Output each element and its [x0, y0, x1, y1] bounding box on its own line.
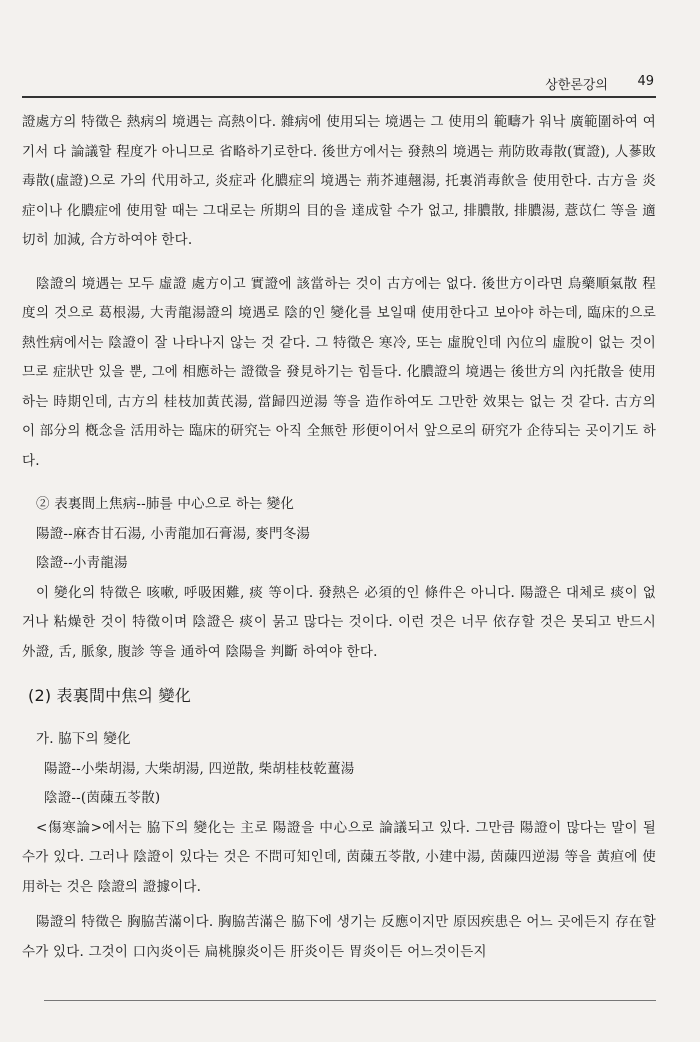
subsection-heading-lung: ② 表裏間上焦病--肺를 中心으로 하는 變化: [36, 496, 295, 512]
page-header: [22, 66, 656, 98]
paragraph-yang-features: 陽證의 特徵은 胸脇苦滿이다. 胸脇苦滿은 脇下에 생기는 反應이지만 原因疾患은 어느 곳에든지 存在할 수가 있다. 그것이 口內炎이든 扁桃腺炎이든 肝炎이든 胃炎이든 어느것이든지: [22, 914, 656, 960]
yin-formula-list-2: 陰證--(茵蔯五苓散): [44, 790, 161, 806]
paragraph-yin-prescription: 陰證의 境遇는 모두 虛證 處方이고 實證에 該當하는 것이 古方에는 없다. 後世方이라면 烏藥順氣散 程度의 것으로 葛根湯, 大靑龍湯證의 境遇로 陰的인 變化를 보일때 使用한다고 보아야 하는데, 臨床的으로 熱性病에서는 陰證이 잘 나타나지 않는 것 같다. 그 特徵은 寒冷, 또는 虛脫인데 內位의 虛脫이 없는 것이므로 症狀만 있을 뿐, 그에 相應하는 證徵을 發見하기는 힘들다. 化膿證의 境遇는 後世方의 內托散을 使用하는 時期인데, 古方의 桂枝加黃芪湯, 當歸四逆湯 等을 造作하여도 그만한 效果는 없는 것 같다. 古方의 이 部分의 槪念을 活用하는 臨床的研究는 아직 全無한 形便이어서 앞으로의 研究가 企待되는 곳이기도 하다.: [22, 275, 656, 469]
subsection-heading-hypochondrium: 가. 脇下의 變化: [36, 731, 131, 747]
page-number: 49: [637, 74, 654, 89]
section-heading-middle-jiao: (2) 表裏間中焦의 變化: [28, 686, 191, 705]
page-body: [22, 108, 656, 967]
yang-formula-list: 陽證--麻杏甘石湯, 小靑龍加石膏湯, 麥門冬湯: [36, 525, 311, 542]
paragraph-shanghanlun-discussion: <傷寒論>에서는 脇下의 變化는 主로 陽證을 中心으로 論議되고 있다. 그만큼 陽證이 많다는 말이 될 수가 있다. 그러나 陰證이 있다는 것은 不問可知인데, 茵蔯五苓散, 小建中湯, 茵蔯四逆湯 等을 黃疸에 使用하는 것은 陰證의 證據이다.: [22, 819, 656, 895]
running-title: 상한론강의: [545, 78, 608, 93]
yang-formula-list-2: 陽證--小柴胡湯, 大柴胡湯, 四逆散, 柴胡桂枝乾薑湯: [44, 760, 355, 777]
paragraph-lung-features: 이 變化의 特徵은 咳嗽, 呼吸困難, 痰 等이다. 發熱은 必須的인 條件은 아니다. 陽證은 대체로 痰이 없거나 粘燥한 것이 特徵이며 陰證은 痰이 묽고 많다는 것이다. 이런 것은 너무 依存할 것은 못되고 반드시 外證, 舌, 脈象, 腹診 等을 通하여 陰陽을 判斷 하여야 한다.: [22, 584, 656, 660]
footer-rule: [44, 1000, 656, 1001]
paragraph-yang-prescription: 證處方의 特徵은 熱病의 境遇는 高熱이다. 雜病에 使用되는 境遇는 그 使用의 範疇가 워낙 廣範圍하여 여기서 다 論議할 程度가 아니므로 省略하기로한다. 後世方에서는 發熱의 境遇는 荊防敗毒散(實證), 人蔘敗毒散(虛證)으로 가의 代用하고, 炎症과 化膿症의 境遇는 荊芥連翹湯, 托裏消毒飮을 使用한다. 古方을 炎症이나 化膿症에 使用할 때는 그대로는 所期의 目的을 達成할 수가 없고, 排膿散, 排膿湯, 薏苡仁 等을 適切히 加減, 合方하여야 한다.: [22, 114, 656, 248]
yin-formula-list: 陰證--小靑龍湯: [36, 555, 128, 571]
